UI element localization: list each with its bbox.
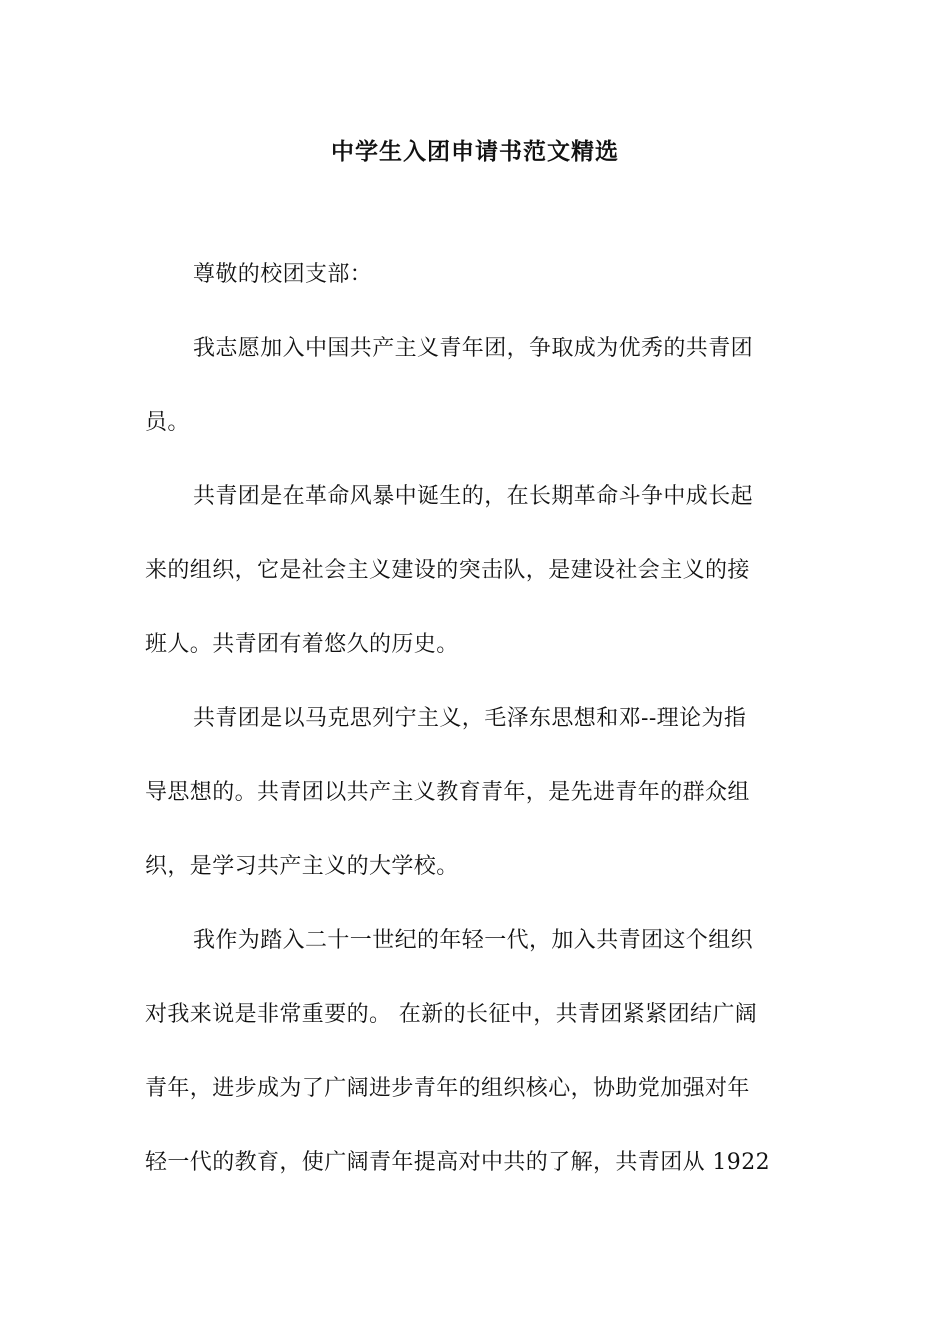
paragraph-line: 来的组织，它是社会主义建设的突击队，是建设社会主义的接	[145, 558, 750, 583]
paragraph-line: 班人。共青团有着悠久的历史。	[145, 632, 459, 657]
paragraph-line: 导思想的。共青团以共产主义教育青年，是先进青年的群众组	[145, 780, 750, 805]
document-body	[145, 255, 810, 1217]
paragraph-line: 对我来说是非常重要的。 在新的长征中，共青团紧紧团结广阔	[145, 1002, 758, 1027]
paragraph-line: 员。	[145, 410, 190, 435]
paragraph-line: 轻一代的教育，使广阔青年提高对中共的了解，共青团从 1922	[145, 1150, 770, 1175]
paragraph-line: 共青团是在革命风暴中诞生的，在长期革命斗争中成长起	[193, 484, 754, 509]
paragraph-line: 青年，进步成为了广阔进步青年的组织核心，协助党加强对年	[145, 1076, 750, 1101]
paragraph-line: 织，是学习共产主义的大学校。	[145, 854, 459, 879]
paragraph-line: 共青团是以马克思列宁主义，毛泽东思想和邓--理论为指	[193, 706, 747, 731]
salutation: 尊敬的校团支部：	[193, 262, 373, 287]
document-title: 中学生入团申请书范文精选	[331, 139, 619, 165]
paragraph-line: 我作为踏入二十一世纪的年轻一代，加入共青团这个组织	[193, 928, 754, 953]
paragraph-line: 我志愿加入中国共产主义青年团，争取成为优秀的共青团	[193, 336, 754, 361]
